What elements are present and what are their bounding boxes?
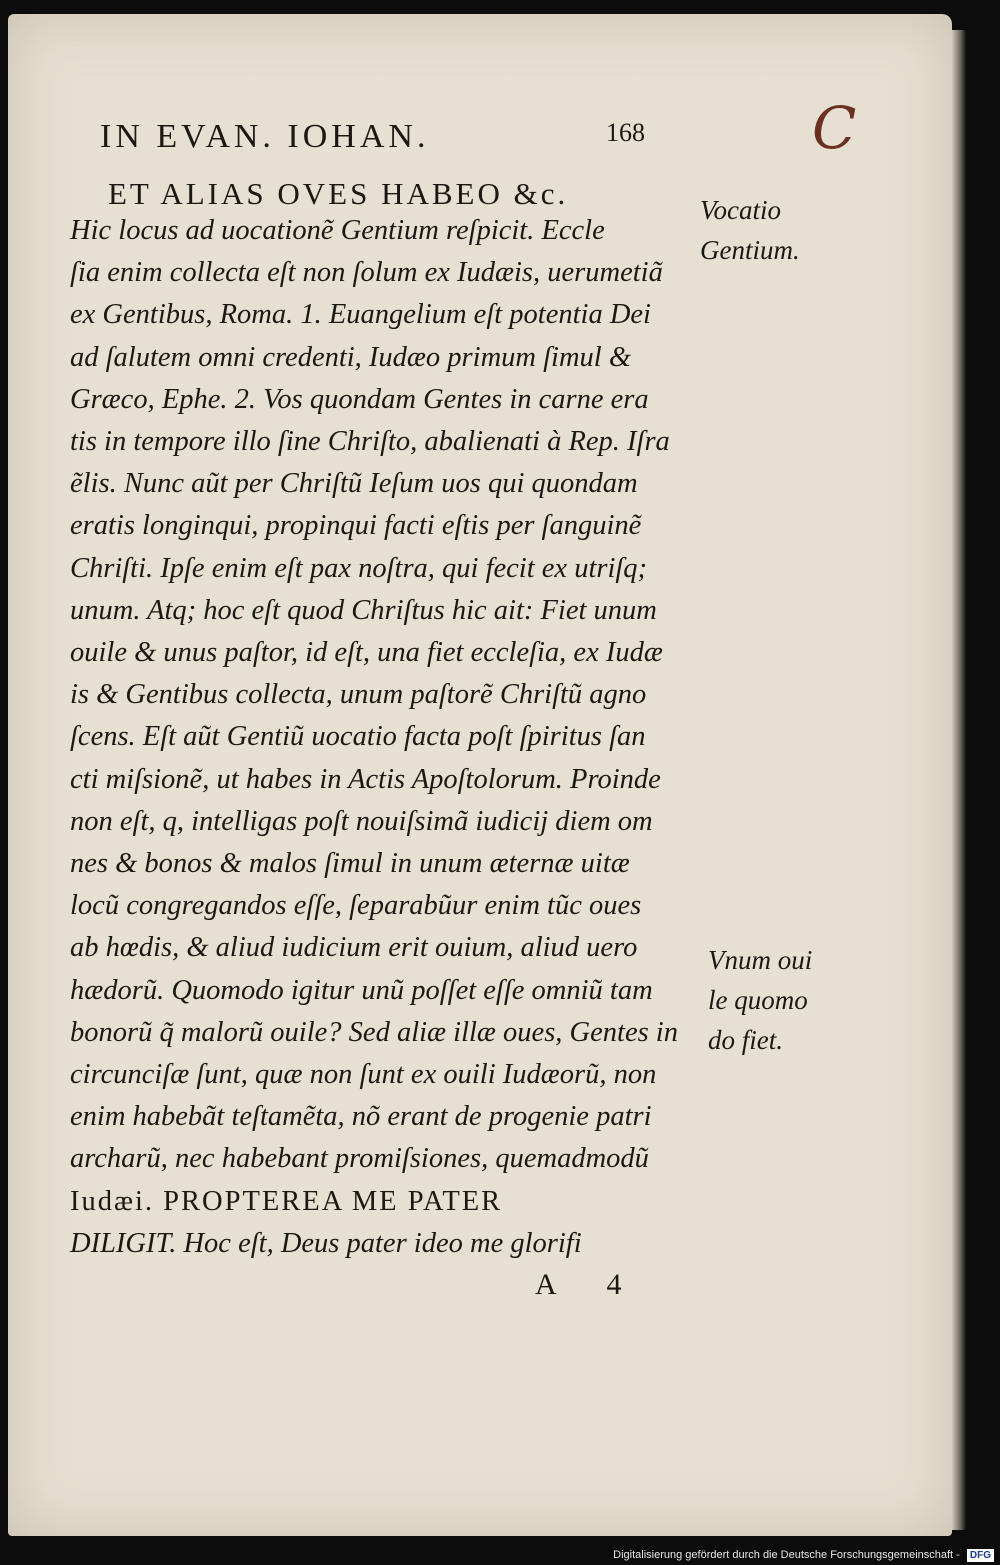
- text-line: Iudæi. PROPTEREA ME PATER: [70, 1185, 503, 1217]
- text-line: archarũ, nec habebant promiſsiones, quemadmodũ: [70, 1143, 649, 1175]
- page-edge: [952, 30, 966, 1530]
- signature-mark: A 4: [535, 1268, 644, 1301]
- text-line: ſcens. Eſt aũt Gentiũ uocatio facta poſt ſpiritus ſan: [70, 721, 646, 753]
- text-line: is & Gentibus collecta, unum paſtorẽ Chriſtũ agno: [70, 679, 647, 711]
- text-line: nes & bonos & malos ſimul in unum æternæ uitæ: [70, 848, 630, 880]
- text-line: bonorũ q̃ malorũ ouile? Sed aliæ illæ oues, Gentes in: [70, 1016, 678, 1048]
- text-line: tis in tempore illo ſine Chriſto, abalienati à Rep. Iſra: [70, 426, 670, 458]
- text-line: ad ſalutem omni credenti, Iudæo primum ſimul &: [70, 341, 631, 373]
- text-line: ex Gentibus, Roma. 1. Euangelium eſt potentia Dei: [70, 299, 651, 331]
- marginal-line: Gentium.: [700, 235, 800, 265]
- folio-number: 168: [606, 118, 645, 147]
- marginal-line: le quomo: [708, 985, 808, 1015]
- text-line: unum. Atq; hoc eſt quod Chriſtus hic ait: Fiet unum: [70, 594, 657, 626]
- text-line: non eſt, q, intelligas poſt nouiſsimã iudicij diem om: [70, 805, 653, 837]
- text-line: Hic locus ad uocationẽ Gentium reſpicit. Eccle: [70, 215, 605, 246]
- marginal-note-vocatio: [700, 190, 850, 270]
- body-text: [70, 210, 710, 1265]
- text-line: ſia enim collecta eſt non ſolum ex Iudæis, uerumetiã: [70, 257, 663, 289]
- text-line: enim habebãt teſtamẽta, nõ erant de progenie patri: [70, 1101, 652, 1133]
- text-line: DILIGIT. Hoc eſt, Deus pater ideo me glorifi: [70, 1227, 582, 1259]
- text-line: locũ congregandos eſſe, ſeparabũur enim tũc oues: [70, 890, 642, 922]
- text-line: hædorũ. Quomodo igitur unũ poſſet eſſe omniũ tam: [70, 974, 653, 1006]
- text-line: cti miſsionẽ, ut habes in Actis Apoſtolorum. Proinde: [70, 763, 661, 795]
- lemma-heading: ET ALIAS OVES HABEO &c.: [108, 176, 569, 211]
- handwritten-mark: C: [812, 94, 857, 162]
- text-line: circunciſæ ſunt, quæ non ſunt ex ouili Iudæorũ, non: [70, 1059, 657, 1091]
- text-line: eratis longinqui, propinqui facti eſtis per ſanguinẽ: [70, 510, 642, 542]
- marginal-line: Vocatio: [700, 195, 781, 225]
- text-line: Græco, Ephe. 2. Vos quondam Gentes in carne era: [70, 383, 649, 415]
- text-line: ẽlis. Nunc aũt per Chriſtũ Ieſum uos qui quondam: [70, 468, 638, 500]
- credit-text: Digitalisierung gefördert durch die Deutsche Forschungsgemeinschaft -: [613, 1549, 960, 1561]
- marginal-note-ouile: [708, 940, 878, 1060]
- dfg-logo: DFG: [967, 1549, 994, 1562]
- text-line: ab hœdis, & aliud iudicium erit ouium, aliud uero: [70, 932, 638, 964]
- marginal-line: do fiet.: [708, 1025, 783, 1055]
- digitization-credit: [0, 1546, 994, 1565]
- marginal-line: Vnum oui: [708, 945, 813, 975]
- running-title: IN EVAN. IOHAN.: [100, 118, 430, 155]
- text-line: Chriſti. Ipſe enim eſt pax noſtra, qui fecit ex utriſq;: [70, 552, 648, 584]
- text-line: ouile & unus paſtor, id eſt, una fiet eccleſia, ex Iudæ: [70, 637, 663, 669]
